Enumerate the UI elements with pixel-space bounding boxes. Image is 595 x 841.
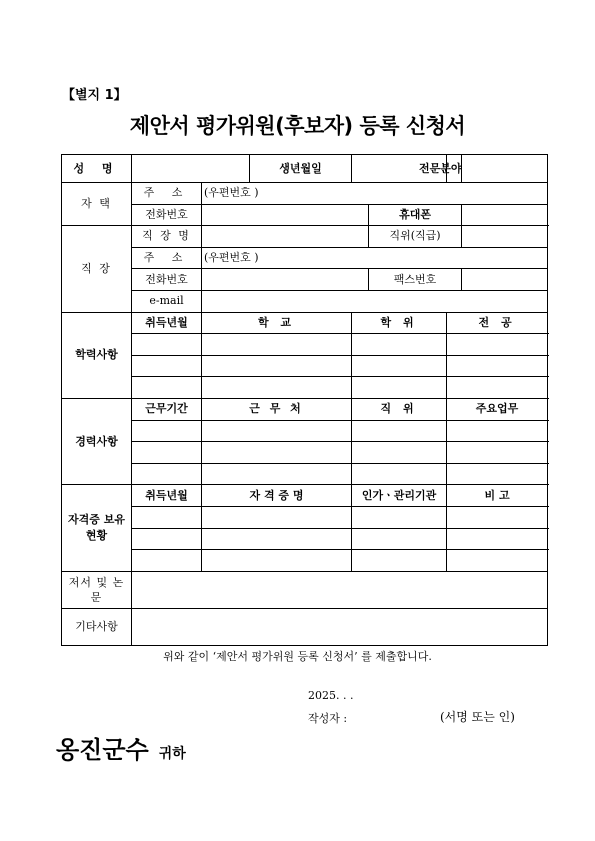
recipient-suffix: 귀하 (158, 746, 186, 762)
career-row (62, 463, 548, 485)
license-header-row (62, 485, 548, 507)
license-cell[interactable] (352, 528, 447, 550)
publications-value[interactable] (132, 571, 548, 608)
education-header-major: 전 공 (447, 312, 548, 334)
career-section-label: 경력사항 (62, 398, 132, 484)
career-header-duties: 주요업무 (447, 398, 548, 420)
application-form-table (61, 154, 548, 646)
career-cell[interactable] (202, 442, 352, 464)
license-header-date: 취득년월 (132, 485, 202, 507)
license-header-remarks: 비 고 (447, 485, 548, 507)
education-row (62, 334, 548, 356)
education-cell[interactable] (132, 334, 202, 356)
work-address-row (62, 247, 548, 269)
education-header-school: 학 교 (202, 312, 352, 334)
education-header-row (62, 312, 548, 334)
career-header-workplace: 근 무 처 (202, 398, 352, 420)
license-section-label: 자격증 보유현황 (62, 485, 132, 571)
career-cell[interactable] (202, 420, 352, 442)
other-row (62, 608, 548, 645)
license-cell[interactable] (447, 550, 548, 572)
career-cell[interactable] (447, 463, 548, 485)
home-phone-value[interactable] (202, 204, 369, 226)
home-section-label: 자 택 (62, 183, 132, 226)
career-header-position: 직 위 (352, 398, 447, 420)
name-value[interactable] (132, 155, 250, 183)
license-cell[interactable] (352, 550, 447, 572)
work-phone-label: 전화번호 (132, 269, 202, 291)
mobile-value[interactable] (462, 204, 548, 226)
license-cell[interactable] (352, 506, 447, 528)
license-cell[interactable] (202, 528, 352, 550)
home-address-value[interactable]: (우편번호 ) (202, 183, 548, 205)
education-row (62, 377, 548, 399)
position-value[interactable] (462, 226, 548, 248)
education-cell[interactable] (352, 377, 447, 399)
career-cell[interactable] (352, 420, 447, 442)
license-row (62, 550, 548, 572)
education-cell[interactable] (447, 377, 548, 399)
career-header-row (62, 398, 548, 420)
license-cell[interactable] (202, 550, 352, 572)
license-cell[interactable] (132, 550, 202, 572)
position-label: 직위(직급) (369, 226, 462, 248)
author-label: 작성자 : (308, 712, 348, 725)
license-cell[interactable] (132, 506, 202, 528)
career-cell[interactable] (202, 463, 352, 485)
field-value[interactable] (462, 155, 548, 183)
career-cell[interactable] (132, 463, 202, 485)
education-cell[interactable] (132, 377, 202, 399)
company-value[interactable] (202, 226, 369, 248)
publications-label: 저서 및 논문 (62, 571, 132, 608)
license-cell[interactable] (447, 528, 548, 550)
annex-label: 【별지 1】 (62, 88, 127, 103)
education-cell[interactable] (202, 355, 352, 377)
career-cell[interactable] (132, 420, 202, 442)
career-cell[interactable] (447, 442, 548, 464)
license-row (62, 506, 548, 528)
license-header-authority: 인가ㆍ관리기관 (352, 485, 447, 507)
license-row (62, 528, 548, 550)
education-cell[interactable] (352, 355, 447, 377)
education-section-label: 학력사항 (62, 312, 132, 398)
education-cell[interactable] (447, 355, 548, 377)
work-company-row (62, 226, 548, 248)
home-address-label: 주 소 (132, 183, 202, 205)
recipient-name: 옹진군수 (56, 736, 149, 764)
career-row (62, 420, 548, 442)
email-label: e-mail (132, 290, 202, 312)
other-label: 기타사항 (62, 608, 132, 645)
education-header-degree: 학 위 (352, 312, 447, 334)
work-section-label: 직 장 (62, 226, 132, 312)
career-header-period: 근무기간 (132, 398, 202, 420)
education-row (62, 355, 548, 377)
home-phone-label: 전화번호 (132, 204, 202, 226)
career-row (62, 442, 548, 464)
education-cell[interactable] (202, 377, 352, 399)
birth-label: 생년월일 (250, 155, 352, 183)
work-phone-row (62, 269, 548, 291)
career-cell[interactable] (352, 442, 447, 464)
work-phone-value[interactable] (202, 269, 369, 291)
signature-note: (서명 또는 인) (440, 710, 515, 724)
career-cell[interactable] (352, 463, 447, 485)
basic-info-row (62, 155, 548, 183)
work-address-value[interactable]: (우편번호 ) (202, 247, 548, 269)
field-label: 전문분야 (447, 155, 462, 183)
work-address-label: 주 소 (132, 247, 202, 269)
education-cell[interactable] (202, 334, 352, 356)
home-phone-row (62, 204, 548, 226)
education-header-date: 취득년월 (132, 312, 202, 334)
company-label: 직 장 명 (132, 226, 202, 248)
name-label: 성 명 (62, 155, 132, 183)
mobile-label: 휴대폰 (369, 204, 462, 226)
email-value[interactable] (202, 290, 548, 312)
fax-value[interactable] (462, 269, 548, 291)
license-cell[interactable] (447, 506, 548, 528)
license-cell[interactable] (202, 506, 352, 528)
work-email-row (62, 290, 548, 312)
publications-row (62, 571, 548, 608)
fax-label: 팩스번호 (369, 269, 462, 291)
license-header-name: 자 격 증 명 (202, 485, 352, 507)
document-title: 제안서 평가위원(후보자) 등록 신청서 (129, 114, 466, 138)
career-cell[interactable] (447, 420, 548, 442)
declaration-text: 위와 같이 ‘제안서 평가위원 등록 신청서’ 를 제출합니다. (163, 650, 432, 663)
home-address-row (62, 183, 548, 205)
education-cell[interactable] (447, 334, 548, 356)
recipient (56, 730, 186, 765)
other-value[interactable] (132, 608, 548, 645)
career-cell[interactable] (132, 442, 202, 464)
license-cell[interactable] (132, 528, 202, 550)
date-line[interactable]: 2025. . . (308, 689, 354, 702)
education-cell[interactable] (352, 334, 447, 356)
education-cell[interactable] (132, 355, 202, 377)
